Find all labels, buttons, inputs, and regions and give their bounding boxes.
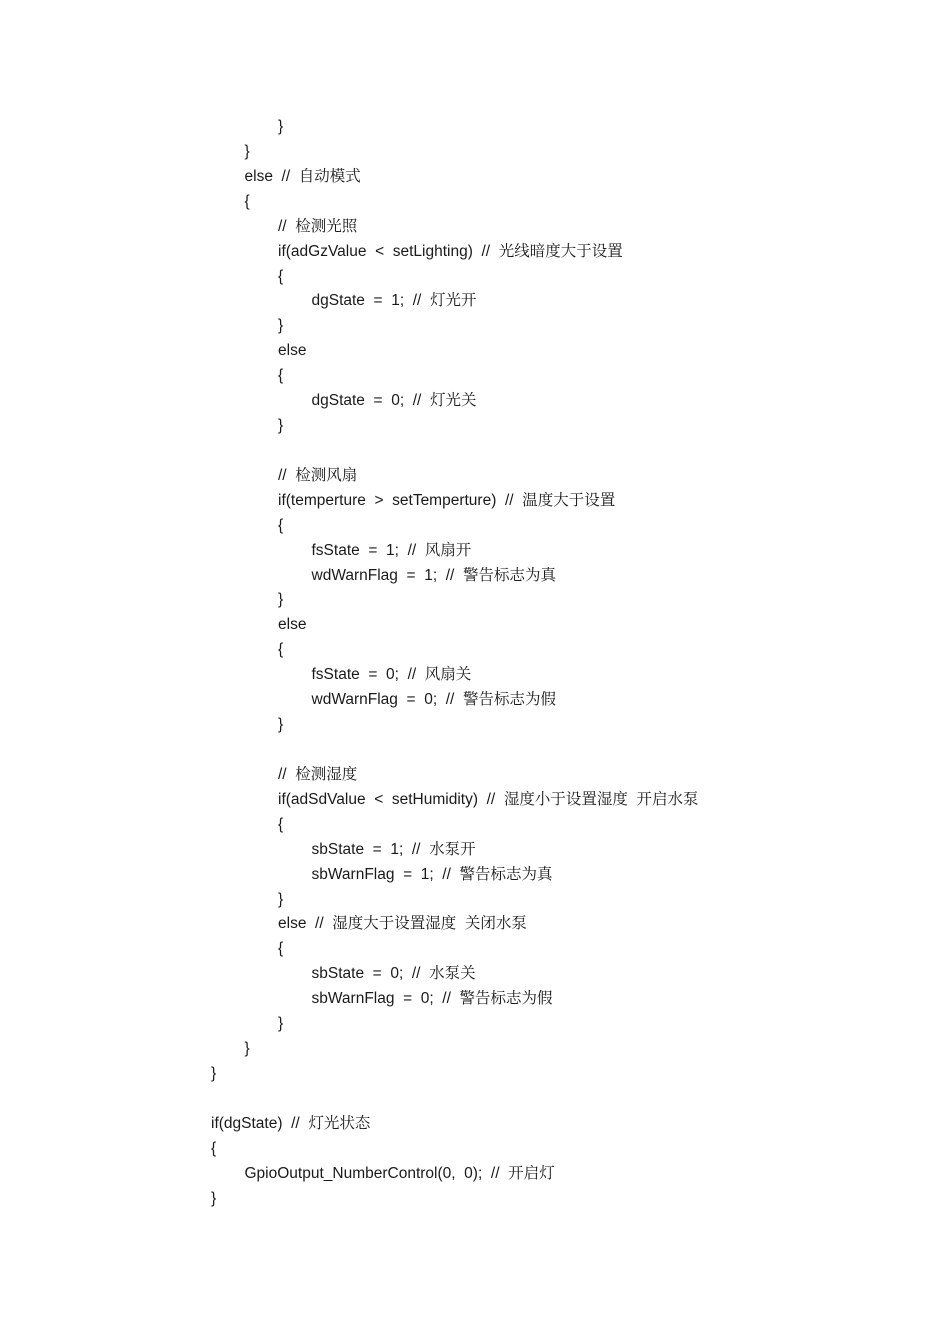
code-line: { bbox=[278, 516, 284, 534]
code-line: { bbox=[278, 367, 284, 385]
code-line: dgState = 0; // 灯光关 bbox=[311, 392, 477, 410]
code-line: GpioOutput_NumberControl(0, 0); // 开启灯 bbox=[244, 1164, 555, 1182]
code-line: sbState = 1; // 水泵开 bbox=[311, 840, 476, 858]
code-line: else bbox=[278, 342, 307, 360]
code-line: sbWarnFlag = 0; // 警告标志为假 bbox=[311, 990, 553, 1008]
code-line: wdWarnFlag = 0; // 警告标志为假 bbox=[311, 691, 556, 709]
code-line: fsState = 1; // 风扇开 bbox=[311, 541, 472, 559]
code-line: sbState = 0; // 水泵关 bbox=[311, 965, 476, 983]
code-line: fsState = 0; // 风扇关 bbox=[311, 666, 472, 684]
code-line: // 检测光照 bbox=[278, 217, 358, 235]
code-line: } bbox=[278, 716, 284, 734]
code-line: sbWarnFlag = 1; // 警告标志为真 bbox=[311, 865, 553, 883]
code-line: // 检测湿度 bbox=[278, 765, 358, 783]
code-line: else // 湿度大于设置湿度 关闭水泵 bbox=[278, 915, 527, 933]
code-line: } bbox=[244, 1040, 250, 1058]
code-line: { bbox=[278, 815, 284, 833]
code-line: } bbox=[278, 890, 284, 908]
code-line: } bbox=[211, 1064, 217, 1082]
code-line: if(dgState) // 灯光状态 bbox=[211, 1114, 371, 1132]
code-line: } bbox=[278, 591, 284, 609]
code-line: { bbox=[278, 940, 284, 958]
code-line: else bbox=[278, 616, 307, 634]
code-line: } bbox=[278, 1015, 284, 1033]
code-line: if(adGzValue < setLighting) // 光线暗度大于设置 bbox=[278, 242, 623, 260]
code-line: } bbox=[278, 417, 284, 435]
code-line: else // 自动模式 bbox=[244, 167, 361, 185]
code-line: wdWarnFlag = 1; // 警告标志为真 bbox=[311, 566, 556, 584]
code-line: { bbox=[278, 267, 284, 285]
code-line: { bbox=[211, 1139, 217, 1157]
code-line: dgState = 1; // 灯光开 bbox=[311, 292, 477, 310]
code-line: if(temperture > setTemperture) // 温度大于设置 bbox=[278, 491, 616, 509]
code-line: } bbox=[278, 118, 284, 135]
code-line: if(adSdValue < setHumidity) // 湿度小于设置湿度 开启水泵 bbox=[278, 790, 699, 808]
code-line: { bbox=[244, 192, 250, 210]
code-line: // 检测风扇 bbox=[278, 466, 358, 484]
code-line: } bbox=[211, 1189, 217, 1207]
code-line: { bbox=[278, 641, 284, 659]
code-line: } bbox=[278, 317, 284, 335]
code-line: } bbox=[244, 142, 250, 160]
